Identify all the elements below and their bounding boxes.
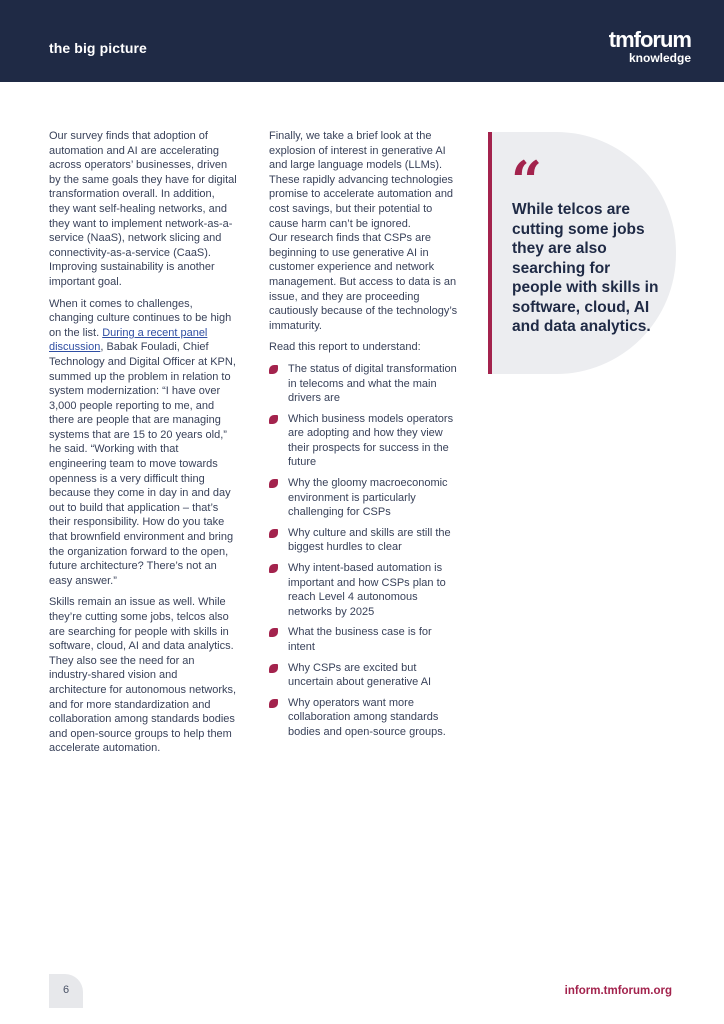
- bullet-icon: [269, 664, 278, 673]
- list-item: [269, 561, 459, 619]
- left-column: [49, 129, 237, 763]
- pull-quote-text: While telcos are cutting some jobs they are also searching for people with skills in software, cloud, AI and data analytics.: [512, 201, 659, 335]
- section-title: the big picture: [49, 40, 147, 56]
- list-item: [269, 696, 459, 740]
- list-item-text: Why CSPs are excited but uncertain about generative AI: [288, 661, 432, 689]
- list-item: [269, 625, 459, 654]
- logo-subtitle: knowledge: [628, 51, 691, 65]
- bullet-icon: [269, 564, 278, 573]
- page-number: 6: [62, 984, 70, 996]
- paragraph: Skills remain an issue as well. While they’re cutting some jobs, telcos also are searching for people with skills in software, cloud, AI and data analytics. They also see the need for an industry-shared vision and architecture for autonomous networks, and for more standardization and collaboration among standards bodies and open-source groups to help them accelerate automation.: [49, 596, 237, 755]
- bullet-icon: [269, 415, 278, 424]
- list-item: [269, 412, 459, 470]
- list-item: [269, 661, 459, 690]
- page-number-tab: [49, 974, 83, 1008]
- quote-mark-icon: “: [511, 149, 543, 213]
- list-item: [269, 362, 459, 406]
- list-item-text: The status of digital transformation in telecoms and what the main drivers are: [288, 362, 457, 405]
- tmforum-logo: [609, 29, 691, 64]
- list-item-text: Why operators want more collaboration among standards bodies and open-source groups.: [288, 696, 446, 738]
- text-segment: , Babak Fouladi, Chief Technology and Digital Officer at KPN, summed up the problem in relation to system modernization: “I have over 3,000 people reporting to me, and there are people that are managing systems that are 15 to 20 years old,” he said. “Working with that engineering team to move towards openness is a very difficult thing because they come in day in and day out to build that application – that’s their responsibility. How do you take that brownfield environment and bring the organization forward to the open, future architecture? There’s not an easy answer.”: [49, 341, 236, 587]
- list-item-text: Which business models operators are adopting and how they view their prospects for success in the future: [288, 412, 454, 469]
- list-item-text: Why the gloomy macroeconomic environment is particularly challenging for CSPs: [288, 477, 448, 519]
- report-bullet-list: [269, 362, 459, 740]
- list-item-text: Why intent-based automation is important and how CSPs plan to reach Level 4 autonomous networks by 2025: [288, 562, 446, 618]
- logo-wordmark: tmforum: [608, 27, 691, 52]
- bullet-icon: [269, 529, 278, 538]
- bullet-icon: [269, 479, 278, 488]
- text-segment: When it comes to challenges, changing culture continues to be high on the list.: [49, 297, 232, 339]
- paragraph: Our survey finds that adoption of automation and AI are accelerating across operators’ businesses, driven by the same goals they have for digital transformation overall. In addition, they want self-healing networks, and they want to implement network-as-a-service (NaaS), network slicing and connectivity-as-a-service (CaaS). Improving sustainability is another important goal.: [49, 130, 237, 288]
- paragraph: [49, 297, 237, 589]
- list-item: [269, 476, 459, 520]
- list-item: [269, 526, 459, 555]
- list-item-text: What the business case is for intent: [288, 626, 432, 653]
- pull-quote: [488, 132, 676, 374]
- list-intro: Read this report to understand:: [269, 341, 421, 354]
- paragraph: Finally, we take a brief look at the explosion of interest in generative AI and large language models (LLMs). These rapidly advancing technologies promise to accelerate automation and cost savings, but their potential to cause harm can’t be ignored.: [269, 130, 454, 230]
- footer-website-link[interactable]: inform.tmforum.org: [564, 985, 672, 997]
- paragraph: Our research finds that CSPs are beginning to use generative AI in customer experience and network management. But access to data is an issue, and they are proceeding cautiously because of the technology’s immaturity.: [269, 232, 458, 332]
- list-item-text: Why culture and skills are still the biggest hurdles to clear: [288, 526, 451, 554]
- bullet-icon: [269, 628, 278, 637]
- page-header: [0, 0, 724, 82]
- bullet-icon: [269, 365, 278, 374]
- panel-discussion-link[interactable]: During a recent panel discussion: [49, 326, 208, 354]
- bullet-icon: [269, 699, 278, 708]
- middle-column: [269, 129, 459, 746]
